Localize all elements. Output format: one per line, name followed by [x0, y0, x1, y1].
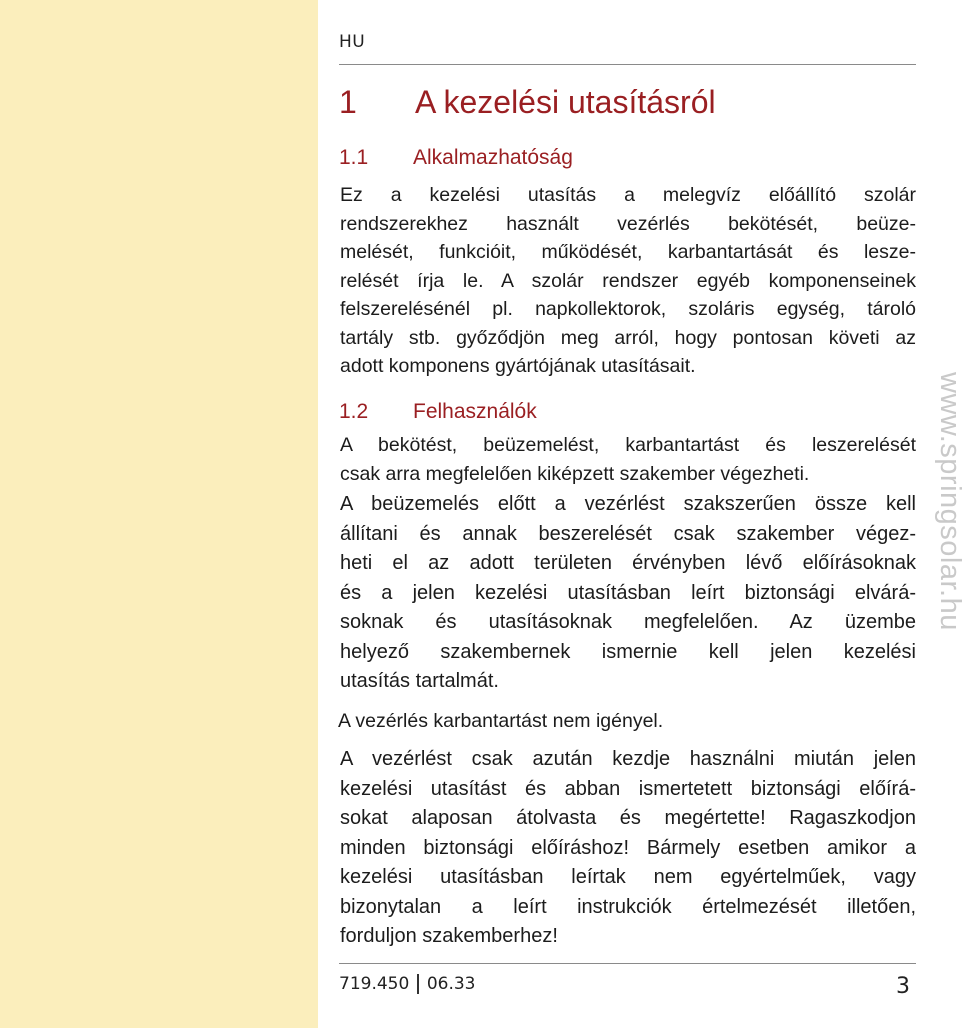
text-line: A bekötést, beüzemelést, karbantartást és leszerelését	[340, 434, 916, 456]
installation-paragraph	[340, 490, 916, 697]
text-line: A vezérlést csak azután kezdje használni miután jelen	[340, 748, 916, 770]
section-number: 1.2	[339, 400, 369, 423]
doc-number: 719.450	[339, 974, 410, 994]
language-code: HU	[339, 32, 366, 52]
text-line: adott komponens gyártójának utasításait.	[340, 355, 696, 377]
website-watermark: www.springsolar.hu	[934, 372, 966, 631]
text-line: soknak és utasításoknak megfelelően. Az üzembe	[340, 611, 916, 633]
text-line: és a jelen kezelési utasításban leírt biztonsági elvárá-	[340, 581, 916, 604]
header-rule	[339, 64, 916, 65]
chapter-heading	[339, 84, 716, 121]
section-heading-users	[339, 400, 537, 424]
text-line: Ez a kezelési utasítás a melegvíz előállító szolár	[340, 184, 916, 206]
users-paragraph	[340, 431, 916, 489]
text-line: relését írja le. A szolár rendszer egyéb komponenseinek	[340, 269, 916, 292]
text-line: bizonytalan a leírt instrukciók értelmezését illetően,	[340, 895, 916, 918]
page-number: 3	[896, 974, 910, 999]
text-line: forduljon szakemberhez!	[340, 925, 558, 947]
text-line: csak arra megfelelően kiképzett szakember végezheti.	[340, 463, 810, 485]
text-line: A beüzemelés előtt a vezérlést szakszerűen össze kell	[340, 493, 916, 515]
footer-rule	[339, 963, 916, 964]
left-margin-band	[0, 0, 318, 1028]
text-line: helyező szakembernek ismernie kell jelen kezelési	[340, 640, 916, 663]
footer-separator	[417, 974, 419, 994]
text-line: melését, funkcióit, működését, karbantartását és lesze-	[340, 241, 916, 263]
section-title: Alkalmazhatóság	[413, 146, 573, 169]
applicability-paragraph	[340, 181, 916, 381]
section-title: Felhasználók	[413, 400, 537, 423]
text-line: tartály stb. győződjön meg arról, hogy pontosan követi az	[340, 326, 916, 349]
chapter-title: A kezelési utasításról	[415, 84, 716, 120]
text-line: felszerelésénél pl. napkollektorok, szoláris egység, tároló	[340, 298, 916, 320]
text-line: sokat alaposan átolvasta és megértette! Ragaszkodjon	[340, 807, 916, 829]
text-line: rendszerekhez használt vezérlés bekötését, beüze-	[340, 212, 916, 235]
chapter-number: 1	[339, 84, 357, 120]
maintenance-note: A vezérlés karbantartást nem igényel.	[338, 710, 664, 732]
text-line: minden biztonsági előíráshoz! Bármely esetben amikor a	[340, 836, 916, 859]
text-line: kezelési utasításban leírtak nem egyértelműek, vagy	[340, 866, 916, 888]
text-line: állítani és annak beszerelését csak szakember végez-	[340, 522, 916, 545]
safety-paragraph	[340, 745, 916, 952]
text-line: utasítás tartalmát.	[340, 670, 499, 692]
section-heading-applicability	[339, 146, 573, 170]
text-line: kezelési utasítást és abban ismertetett biztonsági előírá-	[340, 777, 916, 800]
text-line: heti el az adott területen érvényben lévő előírásoknak	[340, 552, 916, 574]
document-code	[339, 974, 475, 994]
section-number: 1.1	[339, 146, 369, 169]
doc-version: 06.33	[426, 974, 476, 994]
